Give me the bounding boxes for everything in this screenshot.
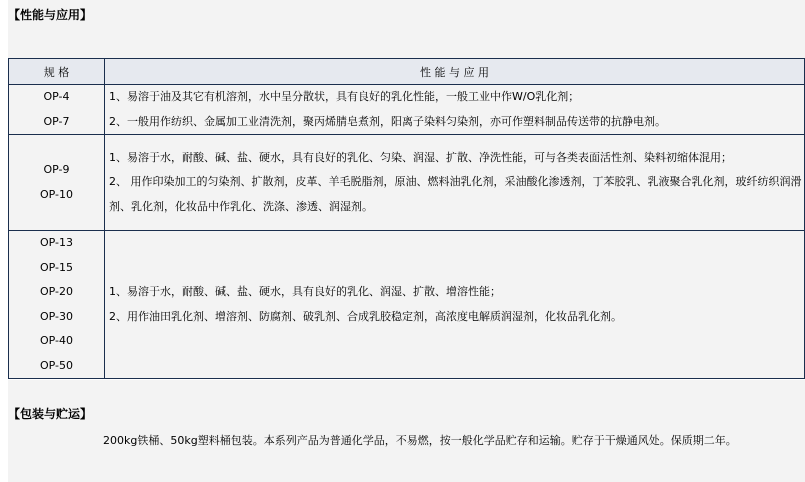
spec-label: OP-4 <box>43 90 70 103</box>
header-spec: 规 格 <box>9 59 105 85</box>
application-line: 2、 用作印染加工的匀染剂、扩散剂，皮革、羊毛脱脂剂，原油、燃料油乳化剂，采油酸化渗透剂，丁苯胶乳、乳液聚合乳化剂，玻纤纺织润滑剂、乳化剂，化妆品中作乳化、洗涤、渗透、润湿剂。 <box>109 175 802 213</box>
application-line: 1、易溶于水，耐酸、碱、盐、硬水，具有良好的乳化、润湿、扩散、增溶性能； <box>109 285 501 298</box>
table-header-row <box>9 59 805 85</box>
table-row <box>9 231 805 379</box>
application-line: 1、易溶于油及其它有机溶剂，水中呈分散状，具有良好的乳化性能，一般工业中作W/O乳化剂； <box>109 90 580 103</box>
spec-cell <box>9 85 105 135</box>
application-line: 1、易溶于水，耐酸、碱、盐、硬水，具有良好的乳化、匀染、润湿、扩散、净洗性能，可与各类表面活性剂、染料初缩体混用； <box>109 150 732 164</box>
section-title-performance: 【性能与应用】 <box>8 8 93 22</box>
spec-label: OP-9 <box>43 163 70 176</box>
section-title-packaging: 【包装与贮运】 <box>8 407 93 421</box>
spec-label: OP-30 <box>39 309 74 323</box>
spec-label: OP-10 <box>39 187 74 201</box>
spec-cell <box>9 135 105 231</box>
spec-label: OP-50 <box>39 358 74 372</box>
spec-label: OP-20 <box>39 285 74 298</box>
application-line: 2、一般用作纺织、金属加工业清洗剂，聚丙烯腈皂煮剂，阳离子染料匀染剂，亦可作塑料制品传送带的抗静电剂。 <box>109 114 666 128</box>
specification-table <box>8 58 805 379</box>
application-cell <box>105 85 805 135</box>
spec-cell <box>9 231 105 379</box>
top-background <box>8 0 805 58</box>
spec-label: OP-15 <box>39 260 74 274</box>
header-application: 性 能 与 应 用 <box>105 59 805 85</box>
spec-label: OP-40 <box>39 334 74 347</box>
table-row <box>9 85 805 135</box>
table-row <box>9 135 805 231</box>
packaging-text: 200kg铁桶、50kg塑料桶包装。本系列产品为普通化学品，不易燃，按一般化学品贮存和运输。贮存于干燥通风处。保质期二年。 <box>103 434 737 447</box>
spec-label: OP-7 <box>43 114 70 128</box>
application-cell <box>105 135 805 231</box>
spec-label: OP-13 <box>39 236 74 249</box>
application-cell <box>105 231 805 379</box>
application-line: 2、用作油田乳化剂、增溶剂、防腐剂、破乳剂、合成乳胶稳定剂，高浓度电解质润湿剂，化妆品乳化剂。 <box>109 309 622 323</box>
